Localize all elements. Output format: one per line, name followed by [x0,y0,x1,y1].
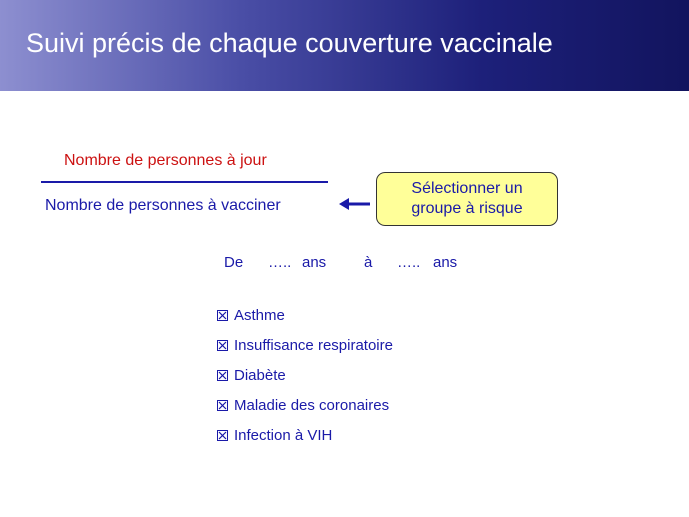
fraction-bar [41,181,328,183]
condition-label: Diabète [234,366,286,384]
age-from-value[interactable]: ….. [268,254,292,271]
age-from-label: De [224,254,244,271]
checkbox-x-icon[interactable] [217,310,228,321]
checkbox-x-icon[interactable] [217,370,228,381]
age-to-unit: ans [433,254,458,271]
condition-diabete[interactable] [217,360,393,390]
condition-insuffisance-respiratoire[interactable] [217,330,393,360]
arrow-left-icon [339,197,371,211]
checkbox-x-icon[interactable] [217,340,228,351]
fraction-numerator: Nombre de personnes à jour [64,152,267,169]
age-to-label: à [364,254,373,271]
condition-asthme[interactable] [217,300,393,330]
condition-label: Insuffisance respiratoire [234,336,393,354]
slide-header [0,0,689,91]
age-from-unit: ans [302,254,327,271]
condition-infection-vih[interactable] [217,420,393,450]
select-risk-group-button[interactable] [376,172,558,226]
condition-label: Asthme [234,306,285,324]
fraction-denominator: Nombre de personnes à vacciner [45,197,281,214]
condition-label: Infection à VIH [234,426,333,444]
condition-maladie-coronaires[interactable] [217,390,393,420]
condition-label: Maladie des coronaires [234,396,390,414]
select-box-line2: groupe à risque [411,200,523,217]
select-box-line1: Sélectionner un [411,180,523,197]
slide-title: Suivi précis de chaque couverture vaccinale [26,28,553,58]
checkbox-x-icon[interactable] [217,430,228,441]
age-to-value[interactable]: ….. [397,254,421,271]
risk-condition-list [217,300,393,450]
checkbox-x-icon[interactable] [217,400,228,411]
